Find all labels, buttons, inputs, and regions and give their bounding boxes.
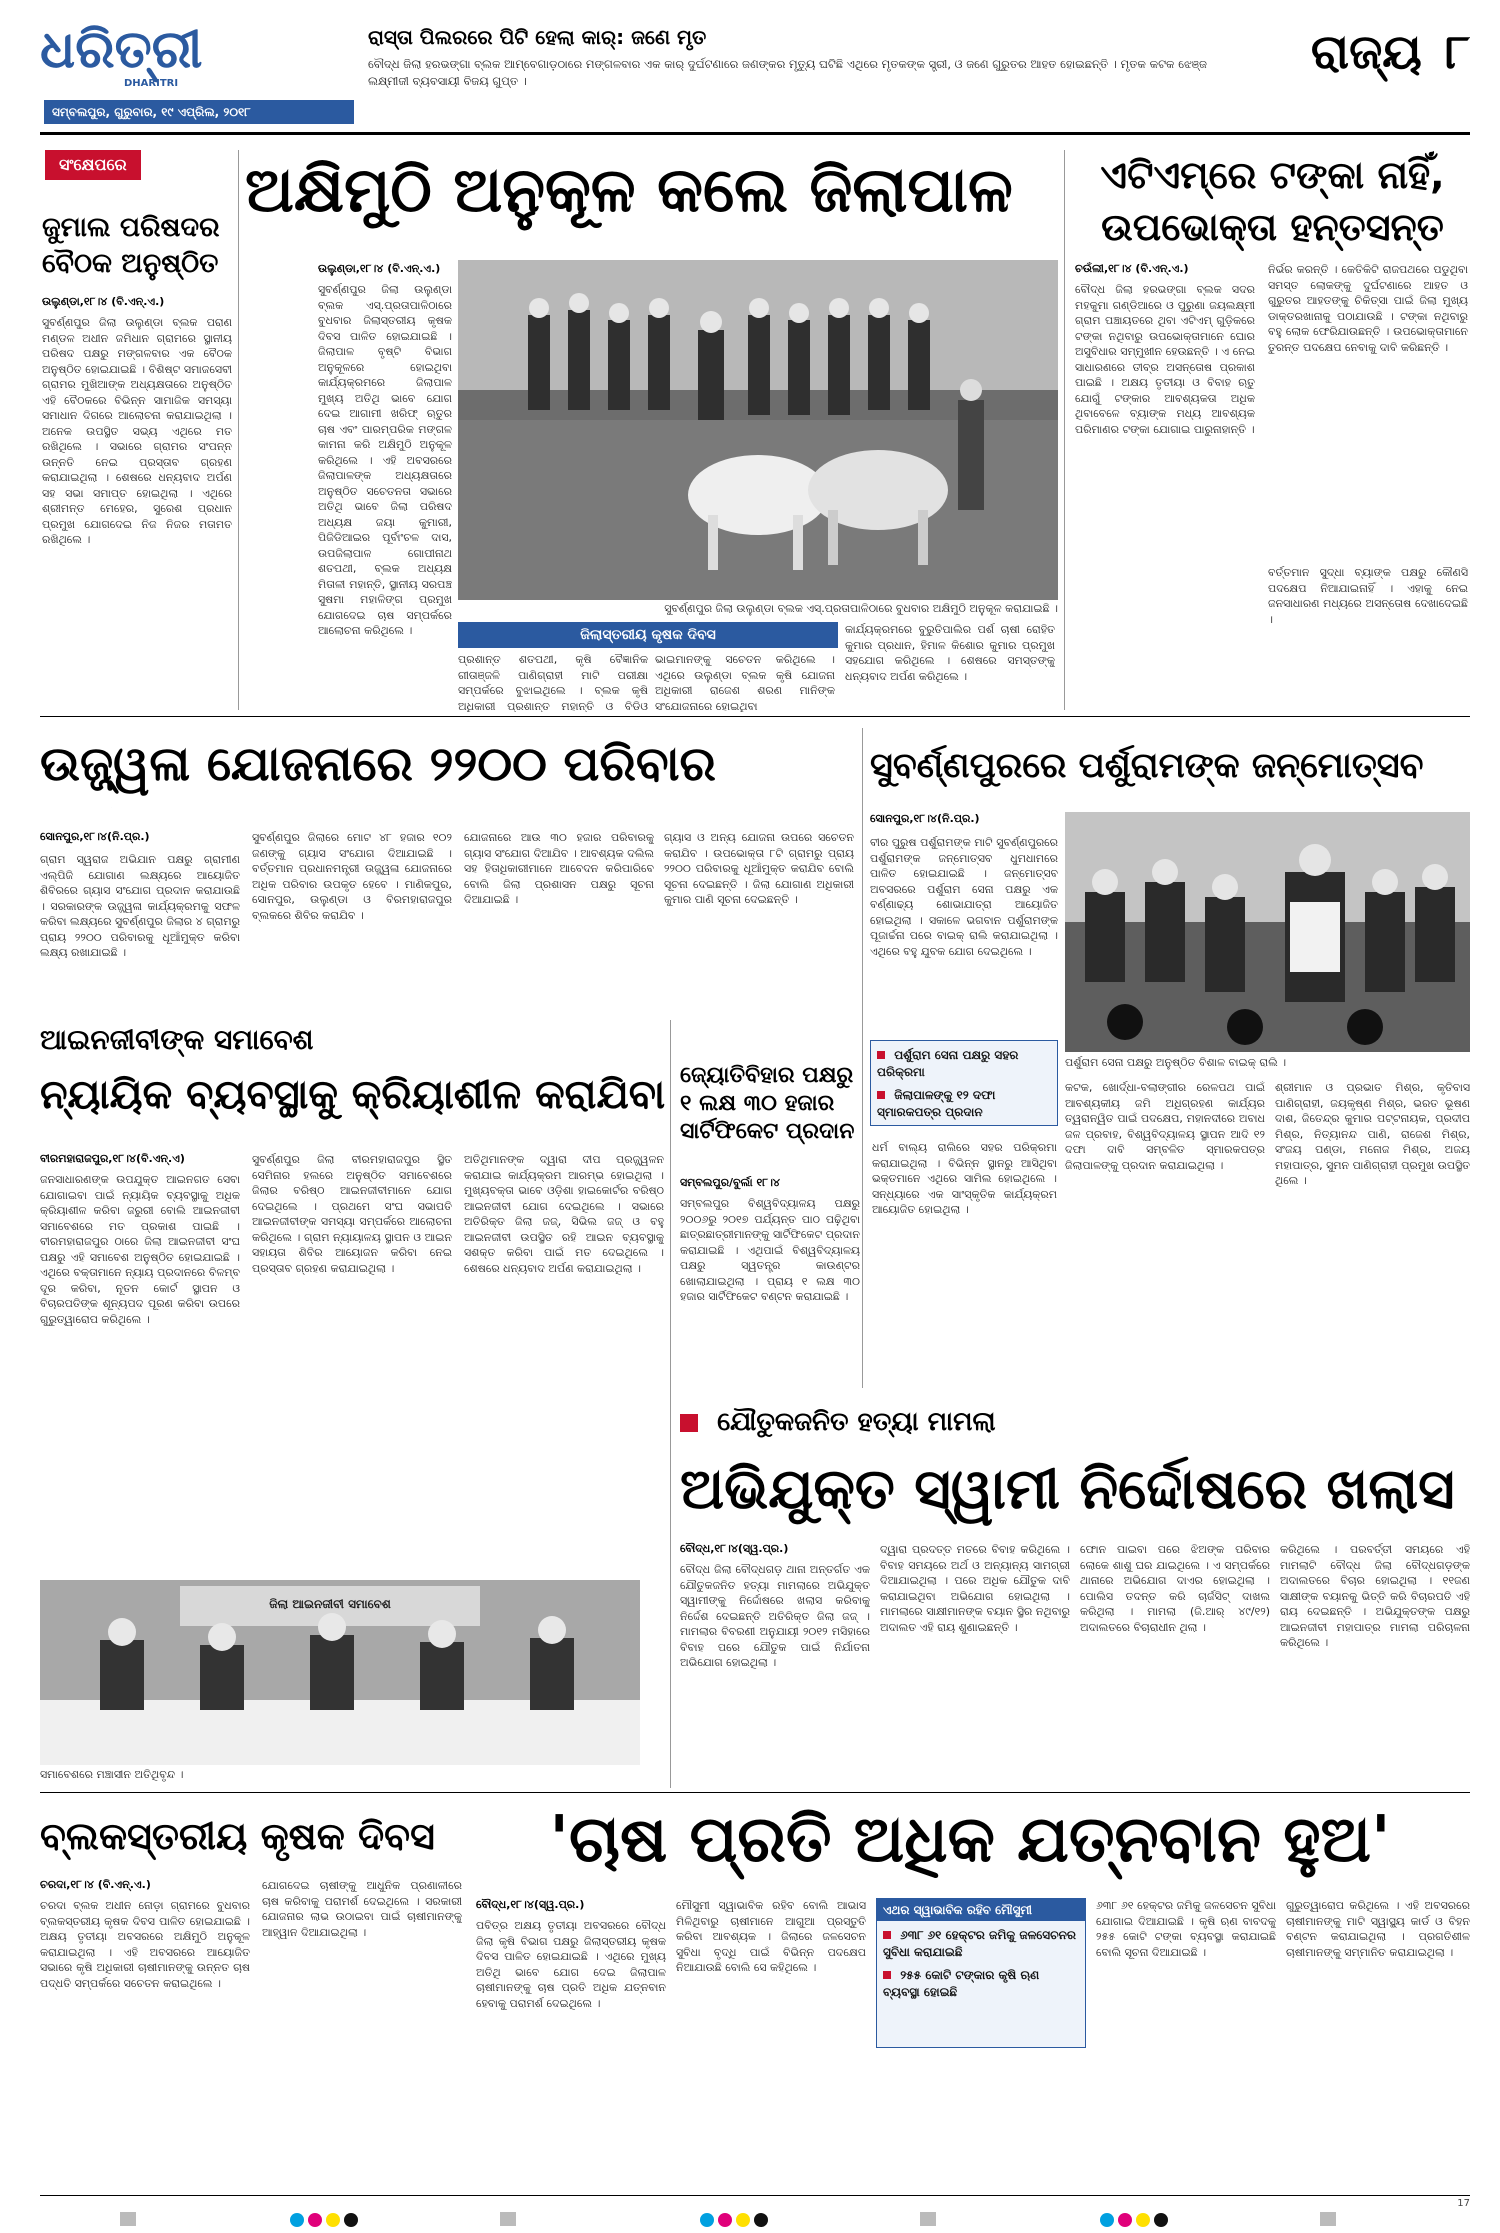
parshuram-col-1: ବୀର ପୁରୁଷ ପର୍ଶୁରାମଙ୍କ ମାଟି ସୁବର୍ଣ୍ଣପୁରରେ ପର୍ଶୁରାମଙ୍କ ଜନ୍ମୋତ୍ସବ ଧୁମଧାମରେ ପାଳିତ ହୋଇଯାଇଛି । ଜନ୍ମୋତ୍ସବ ଅବସରରେ ପର୍ଶୁରାମ ସେନା ପକ୍ଷରୁ ଏକ ବର୍ଣ୍ଣାଢ୍ୟ ଶୋଭାଯାତ୍ରା ଆୟୋଜିତ ହୋଇଥିଲା । ସକାଳେ ଭଗବାନ ପର୍ଶୁରାମଙ୍କ ପୂଜାର୍ଚ୍ଚନା ପରେ ବାଇକ୍ ରାଲି କରାଯାଇଥିଲା । ଏଥିରେ ବହୁ ଯୁବକ ଯୋଗ ଦେଇଥିଲେ । xyxy=(870,836,1058,958)
red-square-icon xyxy=(877,1091,885,1099)
lead-dateline: ଉଲୁଣ୍ଡା,୧୮।୪ (ବି.ଏନ୍.ଏ.) xyxy=(318,262,441,275)
block-headline: ବ୍ଲକସ୍ତରୀୟ କୃଷକ ଦିବସ xyxy=(40,1814,435,1858)
lead-banner-label: ଜିଲାସ୍ତରୀୟ କୃଷକ ଦିବସ xyxy=(580,627,716,643)
yellow-dot xyxy=(736,2213,750,2227)
masthead-rule xyxy=(40,132,1470,135)
dowry-kicker-text: ଯୌତୁକଜନିତ ହତ୍ୟା ମାମଲା xyxy=(717,1407,996,1437)
parshuram-col-3: ଶ୍ରୀମାନ ଓ ପ୍ରଭାତ ମିଶ୍ର, କୃତିବାସ ପାଣିଗ୍ରାହୀ, ଜୟକୃଷ୍ଣ ମିଶ୍ର, ଭରତ ଭୂଷଣ ଦାଶ, ଜିତେନ୍ଦ୍ର କୁମାର ପଟ୍ଟନାୟକ, ପ୍ରଦୀପ ମିଶ୍ର, ନିତ୍ୟାନନ୍ଦ ପାଣି, ରାଜେଶ ମିଶ୍ର, ସଂଜୟ ପଣ୍ଡା, ମନୋଜ ମିଶ୍ର, ଅଜୟ ମହାପାତ୍ର, ସୁମନ ପାଣିଗ୍ରାହୀ ପ୍ରମୁଖ ଉପସ୍ଥିତ ଥିଲେ । xyxy=(1275,1081,1470,1187)
cyan-dot xyxy=(1100,2213,1114,2227)
block-col-2: ଯୋଗଦେଇ ଚାଷୀଙ୍କୁ ଆଧୁନିକ ପ୍ରଣାଳୀରେ ଚାଷ କରିବାକୁ ପରାମର୍ଶ ଦେଇଥିଲେ । ସରକାରୀ ଯୋଜନାର ଲାଭ ଉଠାଇବା ପାଇଁ ଚାଷୀମାନଙ୍କୁ ଆହ୍ୱାନ ଦିଆଯାଇଥିଲା । xyxy=(262,1879,462,1939)
divider-brief xyxy=(238,150,239,710)
parshuram-dateline: ସୋନପୁର,୧୮।୪(ନି.ପ୍ର.) xyxy=(870,812,980,825)
dowry-col-1: ବୌଦ୍ଧ ଜିଲା ବୌଦ୍ଧଗଡ଼ ଥାନା ଅନ୍ତର୍ଗତ ଏକ ଯୌତୁକଜନିତ ହତ୍ୟା ମାମଲାରେ ଅଭିଯୁକ୍ତ ସ୍ୱାମୀଙ୍କୁ ନିର୍ଦ୍ଦୋଷରେ ଖଲାସ କରିବାକୁ ନିର୍ଦ୍ଦେଶ ଦେଇଛନ୍ତି ଅତିରିକ୍ତ ଜିଲା ଜଜ୍ । ମାମଲାର ବିବରଣୀ ଅନୁଯାୟୀ ୨୦୧୨ ମସିହାରେ ବିବାହ ପରେ ଯୌତୁକ ପାଇଁ ନିର୍ଯାତନା ଅଭିଯୋଗ ହୋଇଥିଲା । xyxy=(680,1563,870,1669)
justice-kicker: ଆଇନଜୀବୀଙ୍କ ସମାବେଶ xyxy=(40,1023,314,1056)
registration-strip xyxy=(1320,2212,1336,2226)
dowry-kicker xyxy=(680,1402,1280,1442)
atm-col-3: ବର୍ତ୍ତମାନ ସୁଦ୍ଧା ବ୍ୟାଙ୍କ ପକ୍ଷରୁ କୌଣସି ପଦକ୍ଷେପ ନିଆଯାଇନାହିଁ । ଏହାକୁ ନେଇ ଜନସାଧାରଣ ମଧ୍ୟରେ ଅସନ୍ତୋଷ ଦେଖାଦେଇଛି । xyxy=(1268,566,1468,626)
farming-col-4: ଗୁରୁତ୍ୱାରୋପ କରିଥିଲେ । ଏହି ଅବସରରେ ଚାଷୀମାନଙ୍କୁ ମାଟି ସ୍ୱାସ୍ଥ୍ୟ କାର୍ଡ ଓ ବିହନ ବଣ୍ଟନ କରାଯାଇଥିଲା । ପ୍ରଗତିଶୀଳ ଚାଷୀମାନଙ୍କୁ ସମ୍ମାନିତ କରାଯାଇଥିଲା । xyxy=(1286,1899,1470,1959)
dowry-col-4: କରିଥିଲେ । ପରବର୍ତ୍ତୀ ସମୟରେ ଏହି ମାମଲାଟି ବୌଦ୍ଧ ଜିଲା ବୌଦ୍ଧଗଡ଼ଙ୍କ ଅଦାଲତରେ ବିଚାର ହୋଇଥିଲା । ୧୧ଜଣ ସାକ୍ଷୀଙ୍କ ବୟାନକୁ ଭିତ୍ତି କରି ବିଚାରପତି ଏହି ରାୟ ଦେଇଛନ୍ତି । ଅଭିଯୁକ୍ତଙ୍କ ପକ୍ଷରୁ ଆଇନଜୀବୀ ମହାପାତ୍ର ମାମଲା ପରିଚାଳନା କରିଥିଲେ । xyxy=(1280,1543,1470,1649)
footer-page-marker: 17 xyxy=(1457,2198,1470,2209)
dowry-col-3: ଫୋନ ପାଇବା ପରେ ଝିଅଙ୍କ ପରିବାର ଲୋକେ ଶାଶୁ ଘର ଯାଇଥିଲେ । ଏ ସମ୍ପର୍କରେ ଥାନାରେ ଅଭିଯୋଗ ଦାଏର ହୋଇଥିଲା । ପୋଲିସ ତଦନ୍ତ କରି ଚାର୍ଜସିଟ୍ ଦାଖଲ କରିଥିଲା । ମାମଲା (ଜି.ଆର୍ ୪୯/୧୨) ଅଦାଲତରେ ବିଚାରାଧୀନ ଥିଲା । xyxy=(1080,1543,1270,1634)
section-label xyxy=(1225,24,1470,94)
magenta-dot xyxy=(718,2213,732,2227)
lead-col-3: ଭାଇମାନଙ୍କୁ ସଚେତନ କରିଥିଲେ । ଏଥିରେ ଉଲୁଣ୍ଡା ବ୍ଲକ କୃଷି ଯୋଜନା ଅଧିକାରୀ ରାଜେଶ ଶରଣ ମାନିଙ୍କ ସଂଯୋଜନାରେ ହୋଇଥିବା xyxy=(655,653,835,712)
red-square-icon xyxy=(883,1931,891,1939)
lead-col-4: କାର୍ଯ୍ୟକ୍ରମରେ ବୁରୁତିପାଲିର ପର୍ଶ ଚାଷୀ ରୋହିତ କୁମାର ପ୍ରଧାନ, ହିମାଳ କିଶୋର କୁମାର ପ୍ରମୁଖ ସହଯୋଗ କରିଥିଲେ । ଶେଷରେ ସମସ୍ତଙ୍କୁ ଧନ୍ୟବାଦ ଅର୍ପଣ କରିଥିଲେ । xyxy=(845,623,1055,683)
highlight-text-1: ପର୍ଶୁରାମ ସେନା ପକ୍ଷରୁ ସହର ପରିକ୍ରମା xyxy=(877,1048,1019,1079)
masthead xyxy=(40,20,1470,132)
justice-photo-banner: ଜିଲା ଆଇନଜୀବୀ ସମାବେଶ xyxy=(269,1597,391,1611)
farming-col-1: ପବିତ୍ର ଅକ୍ଷୟ ତୃତୀୟା ଅବସରରେ ବୌଦ୍ଧ ଜିଲା କୃଷି ବିଭାଗ ପକ୍ଷରୁ ଜିଲାସ୍ତରୀୟ କୃଷକ ଦିବସ ପାଳିତ ହୋଇଯାଇଛି । ଏଥିରେ ମୁଖ୍ୟ ଅତିଥି ଭାବେ ଯୋଗ ଦେଇ ଜିଲାପାଳ ଚାଷୀମାନଙ୍କୁ ଚାଷ ପ୍ରତି ଅଧିକ ଯତ୍ନବାନ ହେବାକୁ ପରାମର୍ଶ ଦେଇଥିଲେ । xyxy=(476,1919,666,2010)
fact-text-2: ୨୫୫ କୋଟି ଟଙ୍କାର କୃଷି ଋଣ ବ୍ୟବସ୍ଥା ହୋଇଛି xyxy=(883,1968,1040,1999)
logo xyxy=(40,20,340,96)
brief-headline: ଜୁମାଲ ପରିଷଦର ବୈଠକ ଅନୁଷ୍ଠିତ xyxy=(42,212,220,279)
farming-fact-box xyxy=(876,1898,1086,2048)
registration-dots xyxy=(1100,2212,1190,2228)
atm-headline-1: ଏଟିଏମ୍‌ରେ ଟଙ୍କା ନାହିଁ, xyxy=(1100,153,1445,197)
divider-row-2 xyxy=(40,1792,1470,1793)
brief-tag-label: ସଂକ୍ଷେପରେ xyxy=(45,150,141,180)
farmers-plowing-image xyxy=(458,260,1058,600)
ujjwala-col-1: ଗ୍ରାମ ସ୍ୱରାଜ ଅଭିଯାନ ପକ୍ଷରୁ ଗ୍ରାମୀଣ ଏଲ୍‌ପିଜି ଯୋଗାଣ ଲକ୍ଷ୍ୟରେ ଆୟୋଜିତ ଶିବିରରେ ଗ୍ୟାସ ସଂଯୋଗ ପ୍ରଦାନ କରାଯାଉଛି । ସରକାରଙ୍କ ଉଜ୍ଜ୍ୱଳା କାର୍ଯ୍ୟକ୍ରମକୁ ସଫଳ କରିବା ଲକ୍ଷ୍ୟରେ ସୁବର୍ଣ୍ଣପୁର ଜିଲାର ୪ ଗ୍ରାମରୁ ପ୍ରାୟ ୨୨୦୦ ପରିବାରକୁ ଧୂଆଁମୁକ୍ତ କରିବା ଲକ୍ଷ୍ୟ ରଖାଯାଇଛି । xyxy=(40,853,240,959)
fact-item xyxy=(877,1967,1085,2007)
ujjwala-headline: ଉଜ୍ଜ୍ୱଳା ଯୋଜନାରେ ୨୨୦୦ ପରିବାର xyxy=(40,736,716,792)
cyan-dot xyxy=(290,2213,304,2227)
ujjwala-col-3: ଯୋଜନାରେ ଆଉ ୩୦ ହଜାର ପରିବାରକୁ ଗ୍ୟାସ ସଂଯୋଗ ଦିଆଯିବ । ଆବଶ୍ୟକ ଦଲିଲ ସହ ହିତାଧିକାରୀମାନେ ଆବେଦନ କରିପାରିବେ ବୋଲି ଜିଲା ପ୍ରଶାସନ ପକ୍ଷରୁ ସୂଚନା ଦିଆଯାଇଛି । xyxy=(464,831,654,906)
atm-col-2: ନିର୍ଭର କରନ୍ତି । କେତିକିଟି ରାଜପଥରେ ପଡୁଥିବା ସମସ୍ତ ଲୋକଙ୍କୁ ଦୁର୍ଘଟଣାରେ ଆହତ ଓ ଗୁରୁତର ଆହତଙ୍କୁ ଚିକିତ୍ସା ପାଇଁ ଜିଲା ମୁଖ୍ୟ ଡାକ୍ତରଖାନାକୁ ପଠାଯାଉଛି । ଟଙ୍କା ନଥିବାରୁ ବହୁ ଲୋକ ଫେରିଯାଉଛନ୍ତି । ଉପଭୋକ୍ତାମାନେ ତୁରନ୍ତ ପଦକ୍ଷେପ ନେବାକୁ ଦାବି କରିଛନ୍ତି । xyxy=(1268,263,1468,354)
farming-dateline: ବୌଦ୍ଧ,୧୮।୪(ସ୍ୱ.ପ୍ର.) xyxy=(476,1898,585,1911)
fact-item xyxy=(877,1921,1085,1967)
farming-col-3: ୬୩୮ ୬୧ ହେକ୍ଟର ଜମିକୁ ଜଳସେଚନ ସୁବିଧା ଯୋଗାଇ ଦିଆଯାଇଛି । କୃଷି ଋଣ ବାବଦକୁ ୨୫୫ କୋଟି ଟଙ୍କା ବ୍ୟବସ୍ଥା କରାଯାଇଛି ବୋଲି ସୂଚନା ଦିଆଯାଇଛି । xyxy=(1096,1899,1276,1959)
yellow-dot xyxy=(326,2213,340,2227)
divider-justice xyxy=(670,1020,671,1788)
atm-dateline: ଚଉଁଲୀ,୧୮।୪ (ବି.ଏନ୍.ଏ.) xyxy=(1075,262,1189,275)
brief-dateline: ଉଲୁଣ୍ଡା,୧୮।୪ (ବି.ଏନ୍.ଏ.) xyxy=(42,295,165,308)
farming-col-2: ମୌସୁମୀ ସ୍ୱାଭାବିକ ରହିବ ବୋଲି ଆଭାସ ମିଳିଥିବାରୁ ଚାଷୀମାନେ ଆଗୁଆ ପ୍ରସ୍ତୁତି କରିବା ଆବଶ୍ୟକ । ଜିଲାରେ ଜଳସେଚନ ସୁବିଧା ବୃଦ୍ଧି ପାଇଁ ବିଭିନ୍ନ ପଦକ୍ଷେପ ନିଆଯାଉଛି ବୋଲି ସେ କହିଥିଲେ । xyxy=(676,1899,866,1974)
print-registration-marks xyxy=(120,2210,1420,2230)
lead-headline: ଅକ୍ଷିମୁଠି ଅନୁକୂଳ କଲେ ଜିଲାପାଳ xyxy=(245,153,1013,226)
justice-dateline: ବୀରମହାରାଜପୁର,୧୮।୪(ବି.ଏନ୍.ଏ) xyxy=(40,1152,185,1165)
atm-headline-2: ଉପଭୋକ୍ତା ହନ୍ତସନ୍ତ xyxy=(1101,205,1444,249)
logo-text: ଧରିତ୍ରୀ xyxy=(40,20,203,80)
date-bar xyxy=(44,100,354,124)
dowry-headline: ଅଭିଯୁକ୍ତ ସ୍ୱାମୀ ନିର୍ଦ୍ଦୋଷରେ ଖଲାସ xyxy=(680,1457,1455,1522)
dowry-col-2: ଦ୍ୱାରା ପ୍ରଦତ୍ତ ମତରେ ବିବାହ କରିଥିଲେ । ବିବାହ ସମୟରେ ଅର୍ଥ ଓ ଅନ୍ୟାନ୍ୟ ସାମଗ୍ରୀ ଦିଆଯାଇଥିଲା । ପରେ ଅଧିକ ଯୌତୁକ ଦାବି କରାଯାଇଥିବା ଅଭିଯୋଗ ହୋଇଥିଲା । ମାମଲାରେ ସାକ୍ଷୀମାନଙ୍କ ବୟାନ ସ୍ଥିର ନଥିବାରୁ ଅଦାଲତ ଏହି ରାୟ ଶୁଣାଇଛନ୍ତି । xyxy=(880,1543,1070,1634)
parshuram-photo xyxy=(1065,812,1470,1052)
black-dot xyxy=(754,2213,768,2227)
cyan-dot xyxy=(700,2213,714,2227)
black-dot xyxy=(344,2213,358,2227)
justice-col-3: ଅତିଥିମାନଙ୍କ ଦ୍ୱାରା ଦୀପ ପ୍ରଜ୍ଜ୍ୱଳନ କରାଯାଇ କାର୍ଯ୍ୟକ୍ରମ ଆରମ୍ଭ ହୋଇଥିଲା । ମୁଖ୍ୟବକ୍ତା ଭାବେ ଓଡ଼ିଶା ହାଇକୋର୍ଟର ବରିଷ୍ଠ ଆଇନଜୀବୀ ଯୋଗ ଦେଇଥିଲେ । ସଭାରେ ଅତିରିକ୍ତ ଜିଲା ଜଜ୍, ସିଭିଲ ଜଜ୍ ଓ ବହୁ ଆଇନଜୀବୀ ଉପସ୍ଥିତ ରହି ଆଇନ ବ୍ୟବସ୍ଥାକୁ ସଶକ୍ତ କରିବା ପାଇଁ ମତ ଦେଇଥିଲେ । ଶେଷରେ ଧନ୍ୟବାଦ ଅର୍ପଣ କରାଯାଇଥିଲା । xyxy=(464,1153,664,1275)
brief-body: ସୁବର୍ଣ୍ଣପୁର ଜିଲା ଉଲୁଣ୍ଡା ବ୍ଲକ ପରାଣ ମଣ୍ଡଳ ଅଧୀନ ଜମିଧାନ ଗ୍ରାମରେ ସ୍ଥାନୀୟ ପରିଷଦ ପକ୍ଷରୁ ମଙ୍ଗଳବାର ଏକ ବୈଠକ ଅନୁଷ୍ଠିତ ହୋଇଯାଇଛି । ବିଶିଷ୍ଟ ସମାଜସେବୀ ଗ୍ରାମର ମୁଖିଆଙ୍କ ଅଧ୍ୟକ୍ଷତାରେ ଅନୁଷ୍ଠିତ ଏହି ବୈଠକରେ ବିଭିନ୍ନ ସାମାଜିକ ସମସ୍ୟା ସମାଧାନ ଦିଗରେ ଆଲୋଚନା କରାଯାଇଥିଲା । ଅନେକ ଉପସ୍ଥିତ ସଭ୍ୟ ଏଥିରେ ମତ ରଖିଥିଲେ । ସଭାରେ ଗ୍ରାମର ସଂପନ୍ନ ଉନ୍ନତି ନେଇ ପ୍ରସ୍ତାବ ଗ୍ରହଣ କରାଯାଇଥିଲା । ଶେଷରେ ଧନ୍ୟବାଦ ଅର୍ପଣ ସହ ସଭା ସମାପ୍ତ ହୋଇଥିଲା । ଏଥିରେ ଶ୍ରୀମନ୍ତ ମେହେର, ସୁରେଶ ପ୍ରଧାନ ପ୍ରମୁଖ ଯୋଗଦେଇ ନିଜ ନିଜର ମତାମତ ରଖିଥିଲେ । xyxy=(42,316,232,546)
red-square-icon xyxy=(883,1971,891,1979)
registration-dots xyxy=(700,2212,790,2228)
issue-date: ସମ୍ବଲପୁର, ଗୁରୁବାର, ୧୯ ଏପ୍ରିଲ, ୨୦୧୮ xyxy=(52,105,251,119)
farming-headline: 'ଚାଷ ପ୍ରତି ଅଧିକ ଯତ୍ନବାନ ହୁଅ' xyxy=(549,1803,1391,1877)
registration-strip xyxy=(500,2212,516,2226)
atm-col-1: ବୌଦ୍ଧ ଜିଲା ହରଭଙ୍ଗା ବ୍ଲକ ସଦର ମହକୁମା ଗଣ୍ଡିଆରେ ଓ ପୁରୁଣା ଜୟଲକ୍ଷ୍ମୀ ଗ୍ରାମ ପଞ୍ଚାୟତରେ ଥିବା ଏଟିଏମ୍ ଗୁଡ଼ିକରେ ଟଙ୍କା ନଥିବାରୁ ଉପଭୋକ୍ତାମାନେ ଘୋର ଅସୁବିଧାର ସମ୍ମୁଖୀନ ହେଉଛନ୍ତି । ଏ ନେଇ ସାଧାରଣରେ ତୀବ୍ର ଅସନ୍ତୋଷ ପ୍ରକାଶ ପାଇଛି । ଅକ୍ଷୟ ତୃତୀୟା ଓ ବିବାହ ଋତୁ ଯୋଗୁଁ ଟଙ୍କାର ଆବଶ୍ୟକତା ଅଧିକ ଥିବାବେଳେ ବ୍ୟାଙ୍କ ମଧ୍ୟ ଆବଶ୍ୟକ ପରିମାଣର ଟଙ୍କା ଯୋଗାଇ ପାରୁନାହାନ୍ତି । xyxy=(1075,283,1255,436)
red-square-icon xyxy=(877,1051,885,1059)
magenta-dot xyxy=(1118,2213,1132,2227)
magenta-dot xyxy=(308,2213,322,2227)
dowry-dateline: ବୌଦ୍ଧ,୧୮।୪(ସ୍ୱ.ପ୍ର.) xyxy=(680,1542,789,1555)
registration-strip xyxy=(920,2212,936,2226)
justice-col-1: ଜନସାଧାରଣଙ୍କ ଉପଯୁକ୍ତ ଆଇନଗତ ସେବା ଯୋଗାଇବା ପାଇଁ ନ୍ୟାୟିକ ବ୍ୟବସ୍ଥାକୁ ଅଧିକ କ୍ରିୟାଶୀଳ କରିବା ଜରୁରୀ ବୋଲି ଆଇନଜୀବୀ ସମାବେଶରେ ମତ ପ୍ରକାଶ ପାଇଛି । ବୀରମହାରାଜପୁର ଠାରେ ଜିଲା ଆଇନଜୀବୀ ସଂଘ ପକ୍ଷରୁ ଏହି ସମାବେଶ ଅନୁଷ୍ଠିତ ହୋଇଯାଇଛି । ଏଥିରେ ବକ୍ତାମାନେ ନ୍ୟାୟ ପ୍ରଦାନରେ ବିଳମ୍ବ ଦୂର କରିବା, ନୂତନ କୋର୍ଟ ସ୍ଥାପନ ଓ ବିଚାରପତିଙ୍କ ଶୂନ୍ୟପଦ ପୂରଣ କରିବା ଉପରେ ଗୁରୁତ୍ୱାରୋପ କରିଥିଲେ । xyxy=(40,1173,240,1326)
red-square-icon xyxy=(680,1414,698,1432)
ujjwala-col-2: ସୁବର୍ଣ୍ଣପୁର ଜିଲାରେ ମୋଟ ୪୮ ହଜାର ୧୦୨ ଜଣଙ୍କୁ ଗ୍ୟାସ ସଂଯୋଗ ଦିଆଯାଇଛି । ବର୍ତ୍ତମାନ ପ୍ରଧାନମନ୍ତ୍ରୀ ଉଜ୍ଜ୍ୱଳା ଯୋଜନାରେ ଅଧିକ ପରିବାର ଉପକୃତ ହେବେ । ମାଣିକପୁର, ସୋନପୁର, ଉଲୁଣ୍ଡା ଓ ବିରମହାରାଜପୁର ବ୍ଲକରେ ଶିବିର କରାଯିବ । xyxy=(252,831,452,922)
section-name: ରାଜ୍ୟ xyxy=(1310,24,1422,80)
certificate-headline: ଜ୍ୟୋତିବିହାର ପକ୍ଷରୁ ୧ ଲକ୍ଷ ୩୦ ହଜାର ସାର୍ଟିଫିକେଟ ପ୍ରଦାନ xyxy=(680,1063,855,1144)
divider-lead xyxy=(1064,150,1065,710)
logo-subtitle: DHARITRI xyxy=(124,78,179,89)
lead-photo-caption: ସୁବର୍ଣ୍ଣପୁର ଜିଲା ଉଲୁଣ୍ଡା ବ୍ଲକ ଏସ୍.ପ୍ରତାପାଳିଠାରେ ବୁଧବାର ଅକ୍ଷିମୁଠି ଅନୁକୂଳ କରାଯାଇଛି । xyxy=(664,602,1058,615)
certificate-dateline: ସମ୍ବଲପୁର/ବୁର୍ଲା ୧୮।୪ xyxy=(680,1176,780,1189)
justice-photo-caption: ସମାବେଶରେ ମଞ୍ଚାସୀନ ଅତିଥିବୃନ୍ଦ । xyxy=(40,1768,184,1781)
page-number: ୮ xyxy=(1444,24,1470,80)
bike-rally-image xyxy=(1065,812,1470,1052)
parshuram-headline: ସୁବର୍ଣ୍ଣପୁରରେ ପର୍ଶୁରାମଙ୍କ ଜନ୍ମୋତ୍ସବ xyxy=(870,746,1424,786)
registration-dots xyxy=(290,2212,380,2228)
fact-text-1: ୬୩୮ ୬୧ ହେକ୍ଟର ଜମିକୁ ଜଳସେଚନର ସୁବିଧା କରାଯାଇଛି xyxy=(883,1928,1077,1959)
ujjwala-dateline: ସୋନପୁର,୧୮।୪(ନି.ପ୍ର.) xyxy=(40,830,150,843)
divider-parshuram xyxy=(862,728,863,1388)
divider-row-1 xyxy=(40,716,1470,717)
highlight-item xyxy=(877,1087,1051,1121)
highlight-item xyxy=(877,1047,1051,1081)
top-story xyxy=(368,24,1208,124)
registration-strip xyxy=(120,2212,136,2226)
fact-box-title: ଏଥର ସ୍ୱାଭାବିକ ରହିବ ମୌସୁମୀ xyxy=(877,1899,1085,1921)
yellow-dot xyxy=(1136,2213,1150,2227)
brief-tag xyxy=(45,150,225,184)
ujjwala-col-4: ଗ୍ୟାସ ଓ ଅନ୍ୟ ଯୋଜନା ଉପରେ ସଚେତନ କରାଯିବ । ଉପଭୋକ୍ତା ୮ଟି ଗ୍ରାମରୁ ପ୍ରାୟ ୨୨୦୦ ପରିବାରକୁ ଧୂଆଁମୁକ୍ତ କରାଯିବ ବୋଲି ସୂଚନା ଦେଇଛନ୍ତି । ଜିଲା ଯୋଗାଣ ଅଧିକାରୀ କୁମାର ପାଣି ସୂଚନା ଦେଇଛନ୍ତି । xyxy=(664,831,854,906)
block-dateline: ଚରଦା,୧୮।୪ (ବି.ଏନ୍.ଏ.) xyxy=(40,1878,151,1891)
lead-photo xyxy=(458,260,1058,600)
highlight-text-2: ଜିଲାପାଳଙ୍କୁ ୧୨ ଦଫା ସ୍ମାରକପତ୍ର ପ୍ରଦାନ xyxy=(877,1088,996,1119)
parshuram-highlights xyxy=(870,1040,1058,1126)
lead-col-1: ସୁବର୍ଣ୍ଣପୁର ଜିଲା ଉଲୁଣ୍ଡା ବ୍ଲକ ଏସ୍.ପ୍ରତାପାଳିଠାରେ ବୁଧବାର ଜିଲାସ୍ତରୀୟ କୃଷକ ଦିବସ ପାଳିତ ହୋଇଯାଇଛି । ଜିଲାପାଳ ବୃଷ୍ଟି ବିଭାଗ ଅନୁକୂଳରେ ହୋଇଥିବା କାର୍ଯ୍ୟକ୍ରମରେ ଜିଲାପାଳ ମୁଖ୍ୟ ଅତିଥି ଭାବେ ଯୋଗ ଦେଇ ଆଗାମୀ ଖରିଫ୍ ଋତୁର ଚାଷ ଏବଂ ପାରମ୍ପରିକ ମଙ୍ଗଳ କାମନା କରି ଅକ୍ଷିମୁଠି ଅନୁକୂଳ କରିଥିଲେ । ଏହି ଅବସରରେ ଜିଲାପାଳଙ୍କ ଅଧ୍ୟକ୍ଷତାରେ ଅନୁଷ୍ଠିତ ସଚେତନତା ସଭାରେ ଅତିଥି ଭାବେ ଜିଲା ପରିଷଦ ଅଧ୍ୟକ୍ଷ ଜୟା କୁମାରୀ, ପିଜିଡିଆଇର ପୂର୍ବାଂଚଳ ଦାସ, ଉପଜିଲାପାଳ ଗୋପୀନାଥ ଶତପଥୀ, ବ୍ଲକ ଅଧ୍ୟକ୍ଷ ମିତାଳୀ ମହାନ୍ତି, ସ୍ଥାନୀୟ ସରପଞ୍ଚ ସୁଷମା ମହାଳିଙ୍ଗ ପ୍ରମୁଖ ଯୋଗଦେଇ ଚାଷ ସମ୍ପର୍କରେ ଆଲୋଚନା କରିଥିଲେ । xyxy=(318,283,452,637)
top-story-text: ବୌଦ୍ଧ ଜିଲା ହରଭଙ୍ଗା ବ୍ଲକ ଆମ୍ବେଗାଡ଼ଠାରେ ମଙ୍ଗଳବାର ଏକ କାର୍ ଦୁର୍ଘଟଣାରେ ଜଣଙ୍କର ମୃତ୍ୟୁ ଘଟିଛି ଏଥିରେ ମୃତକଙ୍କ ସ୍ତ୍ରୀ, ଓ ଜଣେ ଗୁରୁତର ଆହତ ହୋଇଛନ୍ତି । ମୃତକ କଟକ ଝେଞ୍ଜ ଲକ୍ଷ୍ମୀଜୀ ବ୍ୟବସାୟୀ ବିଜୟ ଗୁପ୍ତ । xyxy=(368,57,1207,88)
block-col-1: ଚରଦା ବ୍ଲକ ଅଧୀନ ନୋଡ଼ା ଗ୍ରାମରେ ବୁଧବାର ବ୍ଲକସ୍ତରୀୟ କୃଷକ ଦିବସ ପାଳିତ ହୋଇଯାଇଛି । ଅକ୍ଷୟ ତୃତୀୟା ଅବସରରେ ଅକ୍ଷିମୁଠି ଅନୁକୂଳ କରାଯାଇଥିଲା । ଏହି ଅବସରରେ ଆୟୋଜିତ ସଭାରେ କୃଷି ଅଧିକାରୀ ଚାଷୀମାନଙ୍କୁ ଉନ୍ନତ ଚାଷ ପଦ୍ଧତି ସମ୍ପର୍କରେ ସଚେତନ କରାଇଥିଲେ । xyxy=(40,1899,250,1990)
lead-banner xyxy=(458,622,838,648)
lead-col-2b: ପ୍ରଶାନ୍ତ ଶତପଥୀ, କୃଷି ବୈଜ୍ଞାନିକ ଗୀତାଞ୍ଜଳି ପାଣିଗ୍ରାହୀ ମାଟି ପରୀକ୍ଷା ସମ୍ପର୍କରେ ବୁଝାଇଥିଲେ । ବ୍ଲକ କୃଷି ଅଧିକାରୀ ପ୍ରଶାନ୍ତ ମହାନ୍ତି ଓ ବିଡିଓ xyxy=(458,653,648,712)
certificate-col-1: ସମ୍ବଲପୁର ବିଶ୍ୱବିଦ୍ୟାଳୟ ପକ୍ଷରୁ ୨୦୦୬ରୁ ୨୦୧୭ ପର୍ଯ୍ୟନ୍ତ ପାଠ ପଢ଼ିଥିବା ଛାତ୍ରଛାତ୍ରୀମାନଙ୍କୁ ସାର୍ଟିଫିକେଟ ପ୍ରଦାନ କରାଯାଇଛି । ଏଥିପାଇଁ ବିଶ୍ୱବିଦ୍ୟାଳୟ ପକ୍ଷରୁ ସ୍ୱତନ୍ତ୍ର କାଉଣ୍ଟର ଖୋଲାଯାଇଥିଲା । ପ୍ରାୟ ୧ ଲକ୍ଷ ୩୦ ହଜାର ସାର୍ଟିଫିକେଟ ବଣ୍ଟନ କରାଯାଇଛି । xyxy=(680,1197,860,1303)
top-story-headline: ରାସ୍ତା ପିଲରରେ ପିଟି ହେଲା କାର୍: ଜଣେ ମୃତ xyxy=(368,25,707,49)
justice-col-2: ସୁବର୍ଣ୍ଣପୁର ଜିଲା ବୀରମହାରାଜପୁର ସ୍ଥିତ ସେମିନାର ହଲରେ ଅନୁଷ୍ଠିତ ସମାବେଶରେ ଜିଲାର ବରିଷ୍ଠ ଆଇନଜୀବୀମାନେ ଯୋଗ ଦେଇଥିଲେ । ପ୍ରଥମେ ସଂଘ ସଭାପତି ଆଇନଜୀବୀଙ୍କ ସମସ୍ୟା ସମ୍ପର୍କରେ ଆଲୋଚନା କରିଥିଲେ । ଗ୍ରାମ ନ୍ୟାୟାଳୟ ସ୍ଥାପନ ଓ ଆଇନ ସହାୟତା ଶିବିର ଆୟୋଜନ କରିବା ନେଇ ପ୍ରସ୍ତାବ ଗ୍ରହଣ କରାଯାଇଥିଲା । xyxy=(252,1153,452,1275)
parshuram-col-2: କଟକ, ଖୋର୍ଦ୍ଧା-ବଲାଙ୍ଗୀର ରେଳପଥ ପାଇଁ ଆବଶ୍ୟକୀୟ ଜମି ଅଧିଗ୍ରହଣ କାର୍ଯ୍ୟର ତ୍ୱରାନ୍ୱିତ ପାଇଁ ପଦକ୍ଷେପ, ମହାନଦୀରେ ଅବାଧ ଜଳ ପ୍ରବାହ, ବିଶ୍ୱବିଦ୍ୟାଳୟ ସ୍ଥାପନ ଆଦି ୧୨ ଦଫା ଦାବି ସମ୍ବଳିତ ସ୍ମାରକପତ୍ର ଜିଲାପାଳଙ୍କୁ ପ୍ରଦାନ କରାଯାଇଥିଲା । xyxy=(1065,1081,1265,1172)
certificate-col-2: ଧର୍ମ ବାଲ୍ୟ ରାଲିରେ ସହର ପରିକ୍ରମା କରାଯାଇଥିଲା । ବିଭିନ୍ନ ସ୍ଥାନରୁ ଆସିଥିବା ଭକ୍ତମାନେ ଏଥିରେ ସାମିଲ ହୋଇଥିଲେ । ସନ୍ଧ୍ୟାରେ ଏକ ସାଂସ୍କୃତିକ କାର୍ଯ୍ୟକ୍ରମ ଆୟୋଜିତ ହୋଇଥିଲା । xyxy=(872,1141,1057,1216)
footer-rule xyxy=(40,2195,1470,2196)
black-dot xyxy=(1154,2213,1168,2227)
justice-headline: ନ୍ୟାୟିକ ବ୍ୟବସ୍ଥାକୁ କ୍ରିୟାଶୀଳ କରାଯିବା xyxy=(40,1072,666,1118)
parshuram-photo-caption: ପର୍ଶୁରାମ ସେନା ପକ୍ଷରୁ ଅନୁଷ୍ଠିତ ବିଶାଳ ବାଇକ୍ ରାଲି । xyxy=(1065,1056,1287,1069)
justice-photo xyxy=(40,1580,640,1765)
